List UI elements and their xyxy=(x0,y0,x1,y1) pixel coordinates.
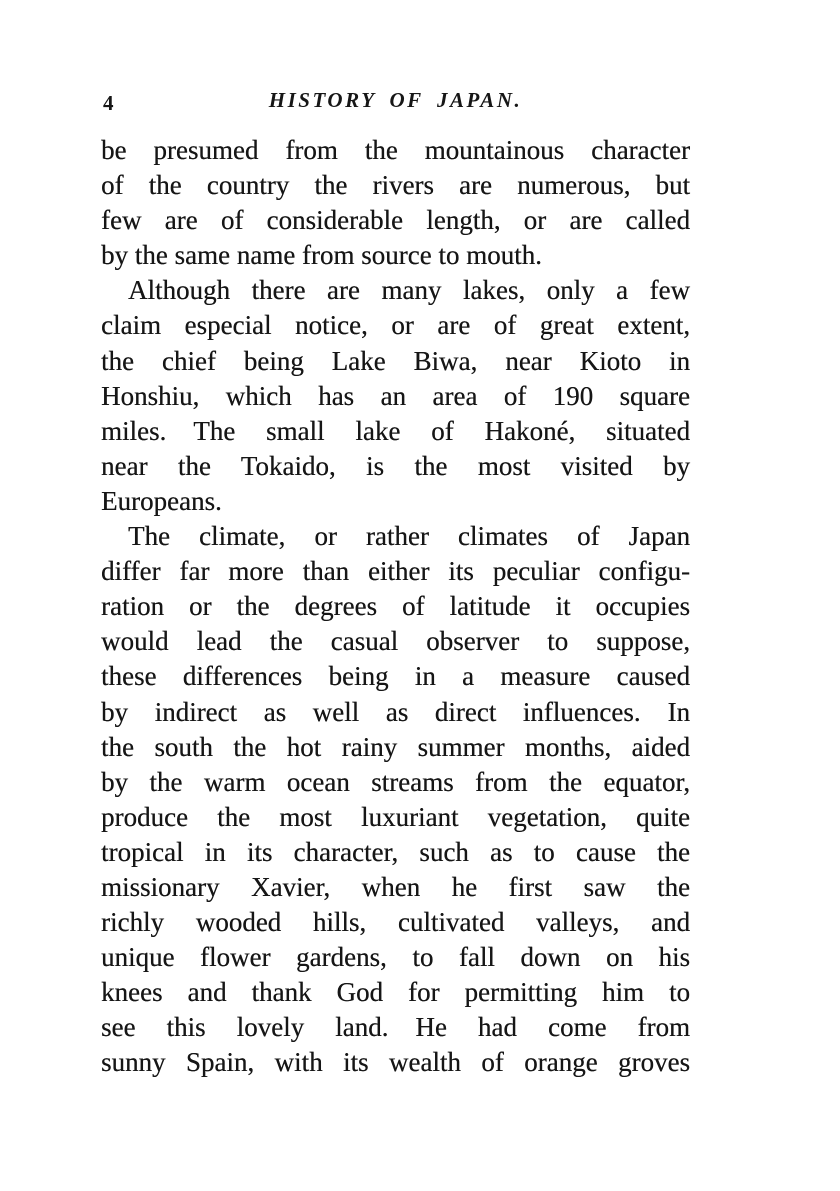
text-line: unique flower gardens, to fall down on his xyxy=(101,942,690,973)
paragraph xyxy=(101,519,690,1081)
paragraph xyxy=(101,133,690,273)
text-line: Europeans. xyxy=(101,485,222,516)
text-line: few are of considerable length, or are called xyxy=(101,205,690,236)
text-line: see this lovely land. He had come from xyxy=(101,1012,690,1043)
text-line: would lead the casual observer to suppose, xyxy=(101,626,690,657)
text-line: be presumed from the mountainous character xyxy=(101,135,690,165)
text-line: Although there are many lakes, only a few xyxy=(128,275,690,306)
text-line: sunny Spain, with its wealth of orange groves xyxy=(101,1047,690,1078)
text-line: ration or the degrees of latitude it occupies xyxy=(101,591,690,622)
text-line: knees and thank God for permitting him to xyxy=(101,977,690,1008)
text-line: by indirect as well as direct influences. In xyxy=(101,696,690,727)
paragraph xyxy=(101,273,690,519)
text-line: by the warm ocean streams from the equator, xyxy=(101,766,690,797)
text-line: produce the most luxuriant vegetation, quite xyxy=(101,801,690,832)
text-line: miles. The small lake of Hakoné, situated xyxy=(101,415,690,446)
text-line: by the same name from source to mouth. xyxy=(101,240,542,271)
body-text xyxy=(101,133,690,1081)
text-line: near the Tokaido, is the most visited by xyxy=(101,450,690,481)
text-line: The climate, or rather climates of Japan xyxy=(128,521,690,552)
page-header xyxy=(101,88,690,116)
text-line: of the country the rivers are numerous, but xyxy=(101,170,690,201)
page-number: 4 xyxy=(103,91,114,115)
text-line: these differences being in a measure caused xyxy=(101,661,690,692)
text-line: claim especial notice, or are of great extent, xyxy=(101,310,690,341)
text-line: missionary Xavier, when he first saw the xyxy=(101,871,690,902)
text-line: differ far more than either its peculiar configu- xyxy=(101,556,690,587)
text-line: Honshiu, which has an area of 190 square xyxy=(101,380,690,411)
text-line: richly wooded hills, cultivated valleys, and xyxy=(101,907,690,938)
text-line: tropical in its character, such as to cause the xyxy=(101,836,690,867)
text-line: the south the hot rainy summer months, aided xyxy=(101,731,690,762)
running-title: HISTORY OF JAPAN. xyxy=(268,88,523,112)
text-line: the chief being Lake Biwa, near Kioto in xyxy=(101,345,690,376)
